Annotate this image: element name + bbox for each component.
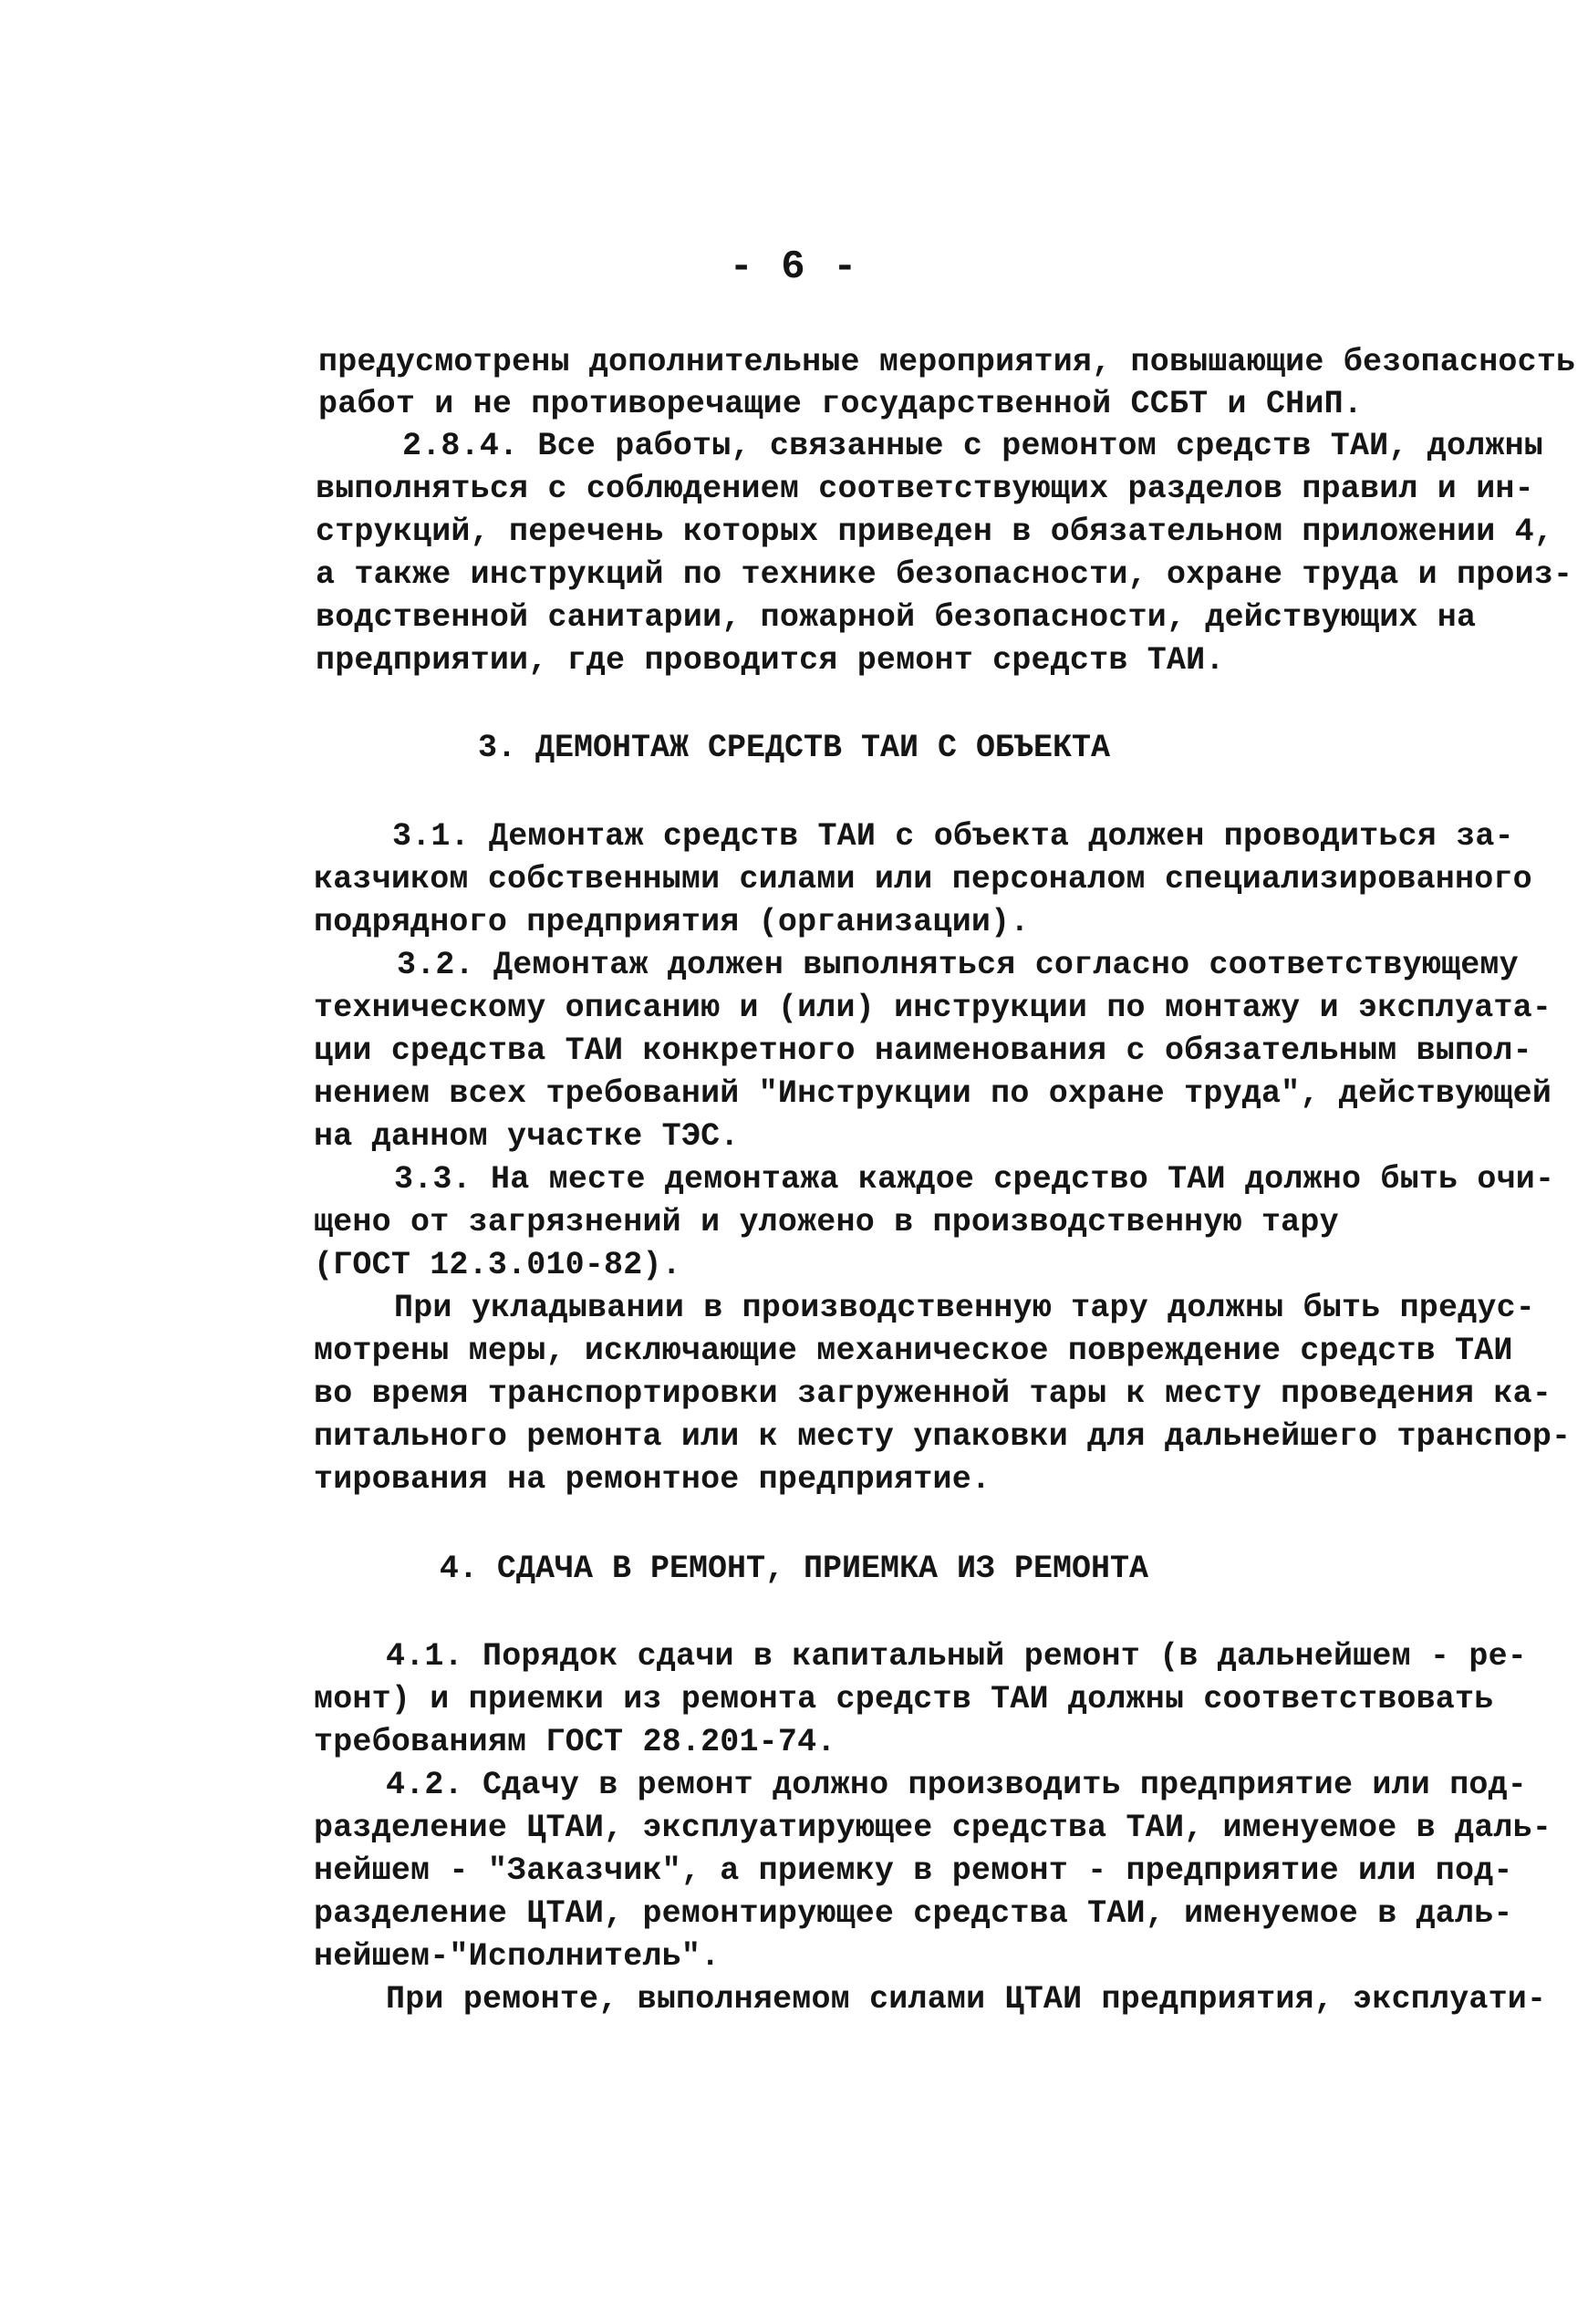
text-line: во время транспортировки загруженной тары к месту проведения ка- (314, 1375, 1552, 1412)
text-line: 4.2. Сдачу в ремонт должно производить предприятие или под- (386, 1767, 1528, 1803)
text-line: При укладывании в производственную тару должны быть предус- (394, 1290, 1536, 1326)
text-line: питального ремонта или к месту упаковки для дальнейшего транспор- (314, 1418, 1572, 1455)
section-heading: 4. СДАЧА В РЕМОНТ, ПРИЕМКА ИЗ РЕМОНТА (439, 1551, 1149, 1587)
text-line: требованиям ГОСТ 28.201-74. (314, 1724, 836, 1760)
text-line: выполняться с соблюдением соответствующих разделов правил и ин- (316, 471, 1534, 507)
text-line: нейшем - "Заказчик", а приемку в ремонт - предприятие или под- (314, 1852, 1513, 1889)
text-line: 3.2. Демонтаж должен выполняться согласно соответствующему (397, 947, 1519, 983)
text-line: а также инструкций по технике безопасности, охране труда и произ- (316, 556, 1573, 593)
page-number: - 6 - (729, 244, 859, 290)
text-line: техническому описанию и (или) инструкции по монтажу и эксплуата- (314, 990, 1552, 1026)
text-line: струкций, перечень которых приведен в обязательном приложении 4, (316, 514, 1554, 550)
text-line: ции средства ТАИ конкретного наименования с обязательным выпол- (314, 1032, 1532, 1069)
text-line: монт) и приемки из ремонта средств ТАИ должны соответствовать (314, 1681, 1494, 1717)
text-line: тирования на ремонтное предприятие. (314, 1461, 991, 1498)
text-line: предусмотрены дополнительные мероприятия, повышающие безопасность (318, 344, 1576, 380)
section-heading: 3. ДЕМОНТАЖ СРЕДСТВ ТАИ С ОБЪЕКТА (477, 730, 1111, 766)
text-line: 3.1. Демонтаж средств ТАИ с объекта должен проводиться за- (392, 818, 1514, 855)
text-line: предприятии, где проводится ремонт средств ТАИ. (316, 642, 1225, 679)
text-line: При ремонте, выполняемом силами ЦТАИ предприятия, эксплуати- (386, 1981, 1547, 2018)
text-line: водственной санитарии, пожарной безопасности, действующих на (316, 599, 1477, 636)
text-line: 3.3. На месте демонтажа каждое средство ТАИ должно быть очи- (394, 1161, 1555, 1198)
text-line: разделение ЦТАИ, эксплуатирующее средства ТАИ, именуемое в даль- (314, 1810, 1552, 1846)
text-line: 2.8.4. Все работы, связанные с ремонтом средств ТАИ, должны (402, 428, 1544, 464)
text-line: подрядного предприятия (организации). (314, 904, 1030, 940)
text-line: щено от загрязнений и уложено в производственную тару (314, 1204, 1339, 1240)
text-line: 4.1. Порядок сдачи в капитальный ремонт (в дальнейшем - ре- (386, 1638, 1528, 1675)
text-line: (ГОСТ 12.3.010-82). (314, 1247, 681, 1283)
text-line: нением всех требований "Инструкции по охране труда", действующей (314, 1075, 1552, 1112)
text-line: разделение ЦТАИ, ремонтирующее средства ТАИ, именуемое в даль- (314, 1895, 1513, 1932)
text-line: мотрены меры, исключающие механическое повреждение средств ТАИ (314, 1333, 1513, 1369)
text-line: казчиком собственными силами или персоналом специализированного (314, 861, 1532, 897)
text-line: работ и не противоречащие государственной ССБТ и СНиП. (318, 386, 1363, 422)
text-line: нейшем-"Исполнитель". (314, 1938, 721, 1975)
text-line: на данном участке ТЭС. (314, 1118, 740, 1155)
